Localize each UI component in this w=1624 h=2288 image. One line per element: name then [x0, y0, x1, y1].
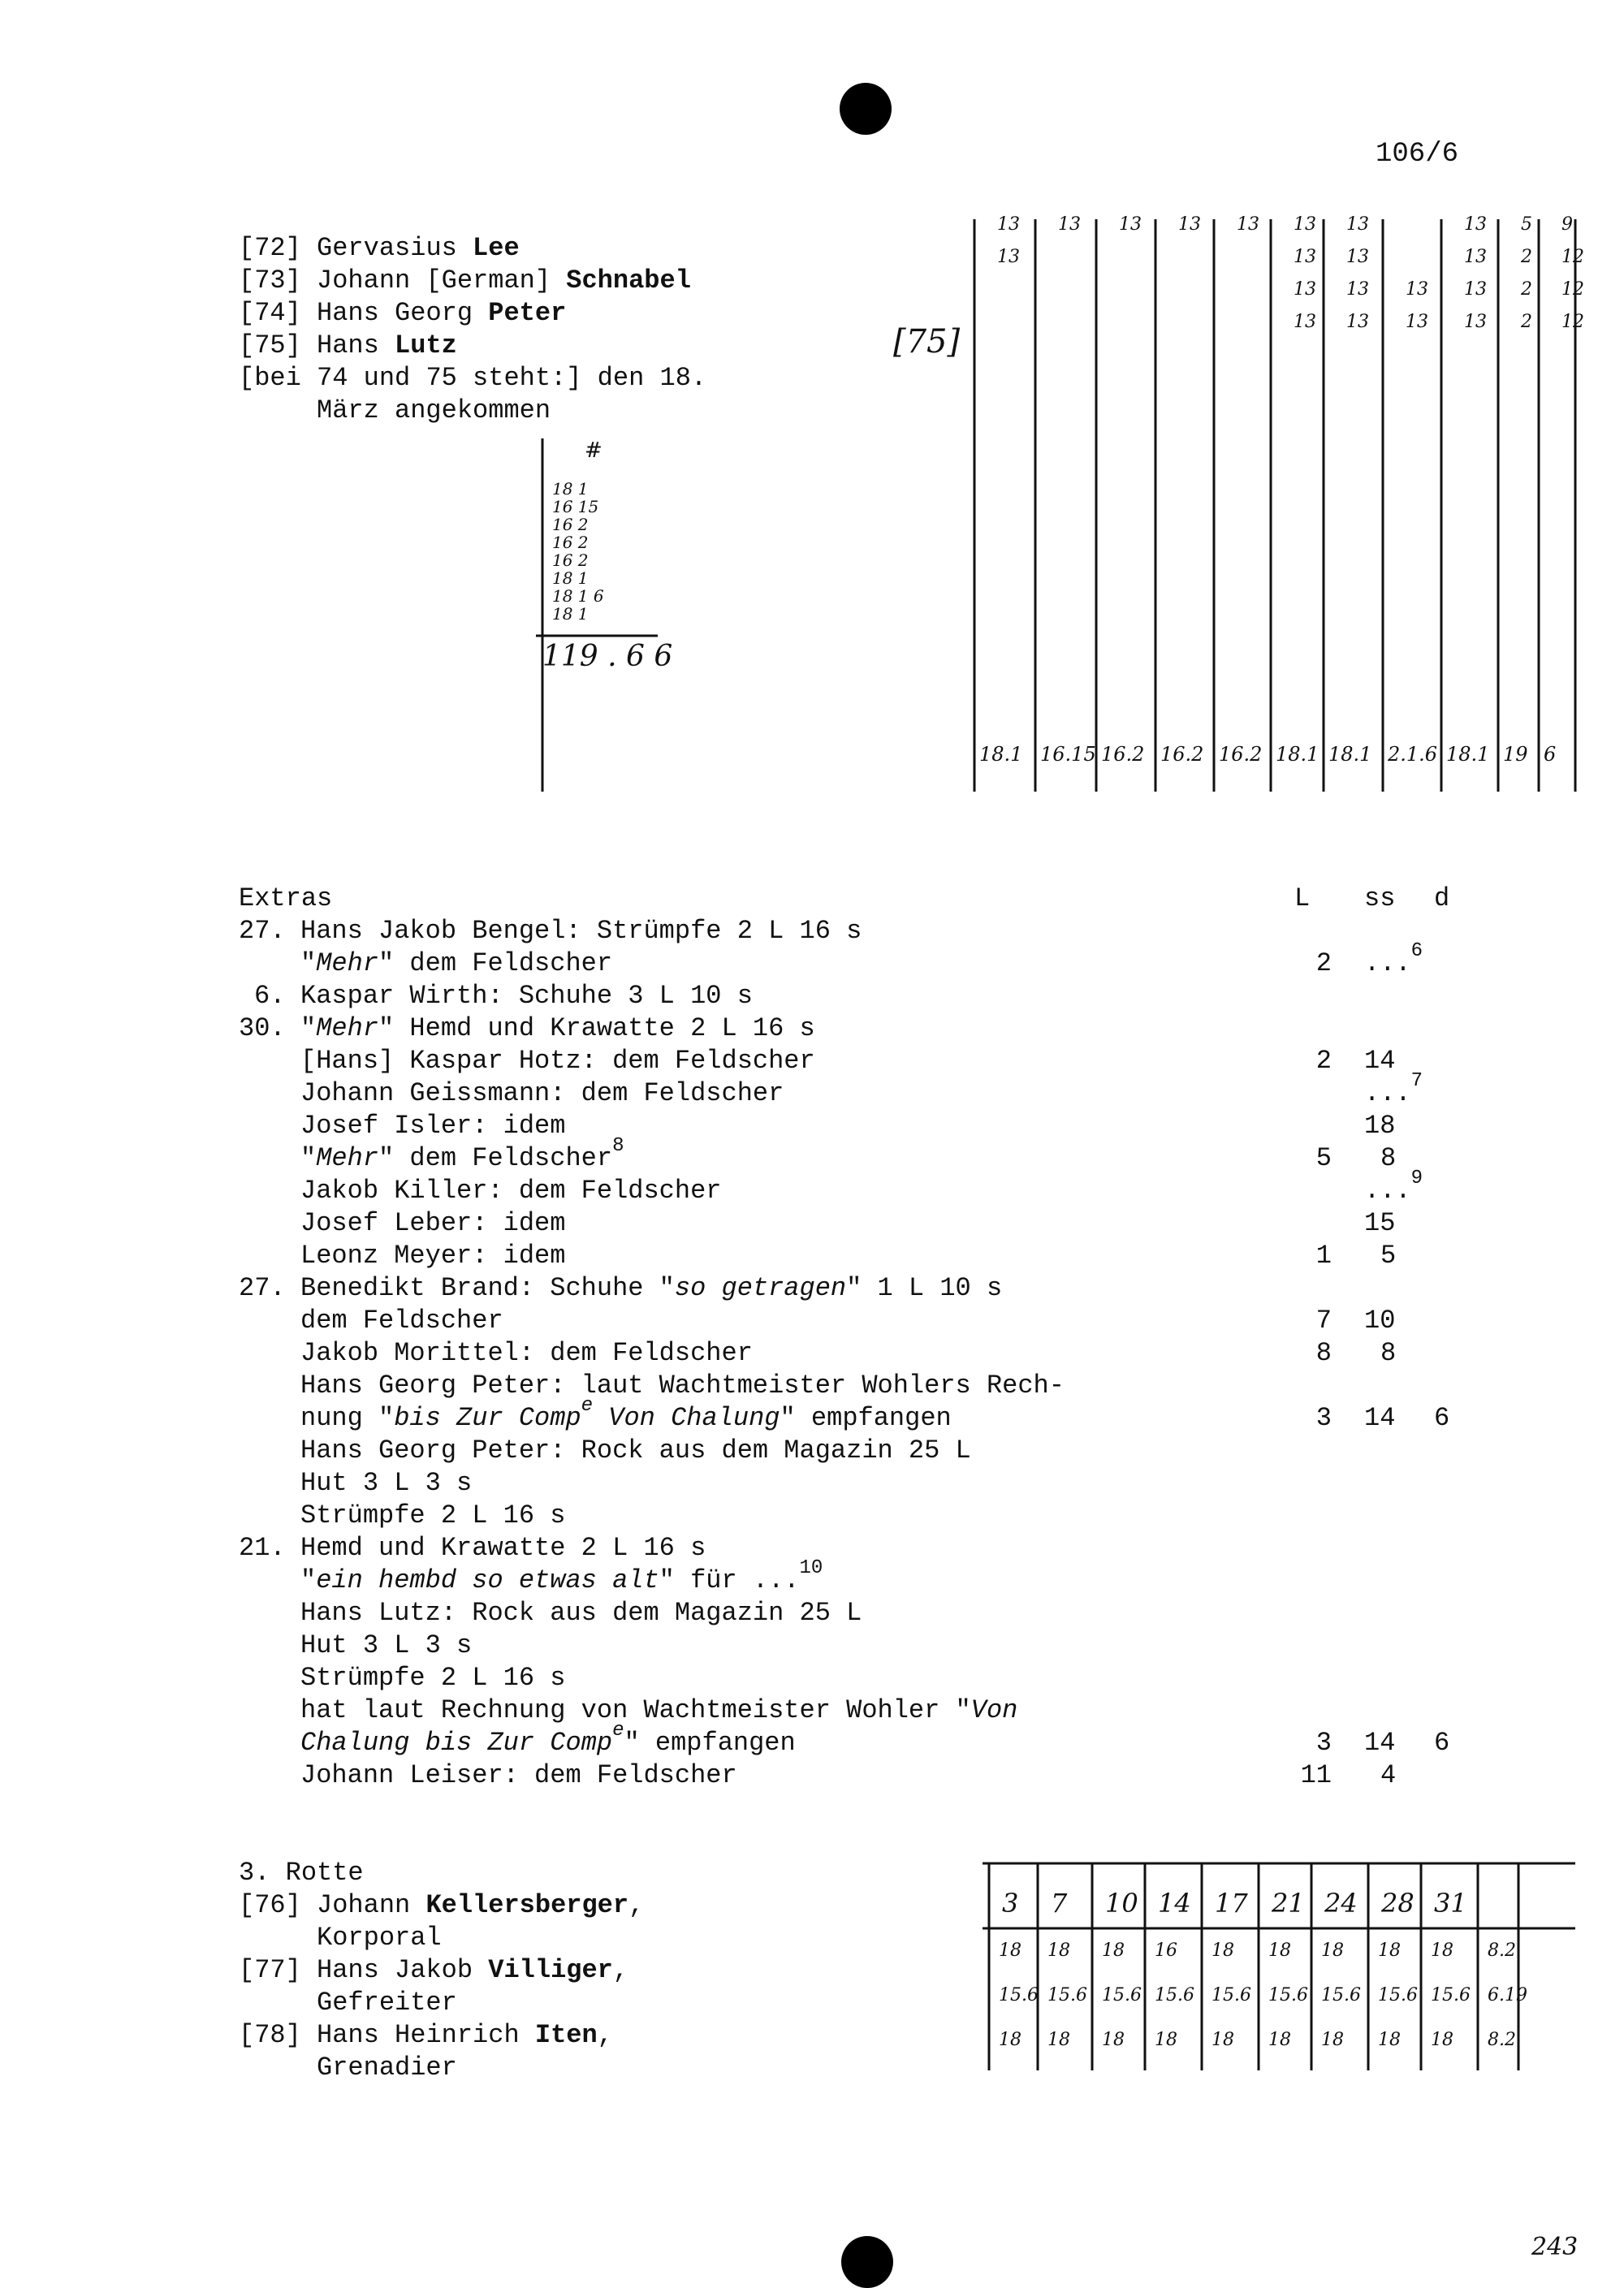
entry-text-plain: Hut 3 L 3 s — [300, 1468, 473, 1498]
amount-ss-value: 8 — [1380, 1338, 1397, 1368]
entry-text-plain: Josef Isler: idem — [300, 1111, 566, 1141]
roster-id: [72] — [239, 233, 301, 263]
amount-l: 1 — [1315, 1241, 1332, 1271]
ledger-side-header: # — [585, 438, 603, 463]
entry-day: 30. — [239, 1013, 286, 1043]
ledger-top-cell: 13 — [1058, 214, 1081, 235]
amount-l: 11 — [1300, 1760, 1332, 1790]
ledger-bottom-cell: 8.2 — [1488, 2030, 1516, 2050]
amount-ss — [1380, 1337, 1396, 1370]
ledger-bottom-cell: 18 — [1268, 2030, 1291, 2050]
entry-text — [300, 1337, 753, 1370]
amount-d: 6 — [1434, 1728, 1450, 1758]
rotte-first-name: Johann — [317, 1890, 426, 1920]
ledger-top-cell: 13 — [1294, 214, 1316, 235]
ledger-bottom-cell: 15.6 — [1378, 1985, 1418, 2005]
ledger-bottom-cell: 15.6 — [999, 1985, 1039, 2005]
entry-text-plain: Hemd und Krawatte 2 L 16 s — [300, 1533, 706, 1563]
ledger-bottom-cell: 6.19 — [1488, 1985, 1527, 2005]
entry-text — [300, 1045, 815, 1077]
ledger-top-cell: 12 — [1561, 312, 1584, 332]
ledger-bottom-cell: 15.6 — [1431, 1985, 1471, 2005]
rotte-members — [239, 1889, 644, 2084]
ledger-top-total: 18.1 — [1446, 743, 1490, 766]
ledger-top-cell: 13 — [1464, 312, 1487, 332]
entry-day: 6. — [254, 981, 286, 1011]
rotte-last-name: Kellersberger — [425, 1890, 629, 1920]
ledger-side-row: 16 2 — [552, 533, 589, 552]
entry-quote: Chalung bis Zur Comp — [300, 1728, 613, 1758]
entry-quote-sup: e — [612, 1720, 624, 1742]
ledger-side-row: 16 2 — [552, 515, 589, 534]
ledger-top-cell: 13 — [1346, 247, 1369, 267]
ledger-side-total: 119 . 6 6 — [542, 640, 673, 673]
amount-ss — [1364, 1045, 1395, 1077]
entry-quote: Mehr — [316, 948, 379, 978]
ledger-side-row: 16 2 — [552, 550, 589, 570]
rotte-last-name: Villiger — [488, 1955, 613, 1985]
amount-ss — [1364, 1070, 1423, 1110]
ledger-bottom-cell: 18 — [1268, 1940, 1291, 1961]
ledger-top-total: 16.15 — [1040, 743, 1096, 766]
ledger-side-row: 18 1 6 — [552, 586, 604, 606]
entry-text-pre: " — [300, 1143, 317, 1173]
amount-ss — [1364, 1207, 1395, 1240]
amount-ss-value: 14 — [1364, 1403, 1396, 1433]
ledger-bottom-cell: 18 — [999, 1940, 1021, 1961]
ledger-top — [970, 203, 1587, 796]
ledger-bottom-date: 14 — [1158, 1888, 1191, 1919]
ledger-bottom-cell: 18 — [1321, 2030, 1344, 2050]
entry-text — [300, 1500, 565, 1532]
amount-l: 7 — [1315, 1306, 1332, 1336]
entry-text-post: " Hemd und Krawatte 2 L 16 s — [378, 1013, 815, 1043]
punch-hole-top — [840, 83, 892, 135]
amount-l: 3 — [1315, 1728, 1332, 1758]
roster-first-name: Hans Georg — [317, 298, 489, 328]
ledger-top-cell: 13 — [1119, 214, 1142, 235]
entry-text — [300, 1720, 796, 1759]
roster-id: [74] — [239, 298, 301, 328]
amount-ss — [1364, 940, 1423, 980]
ledger-bottom-date: 3 — [1002, 1888, 1019, 1919]
ledger-top-cell: 9 — [1561, 214, 1573, 235]
ledger-top-cell: 12 — [1561, 279, 1584, 300]
entry-text — [300, 1135, 624, 1175]
entry-text — [300, 980, 753, 1012]
entry-quote: Von — [970, 1695, 1018, 1725]
ledger-bottom-cell: 18 — [1102, 1940, 1125, 1961]
ledger-bottom-cell: 18 — [1212, 1940, 1234, 1961]
ledger-bottom-cell: 18 — [1102, 2030, 1125, 2050]
ledger-bottom-date: 10 — [1105, 1888, 1138, 1919]
entry-text-plain: Hans Georg Peter: Rock aus dem Magazin 25 L — [300, 1435, 971, 1466]
entry-text-post: " empfangen — [780, 1403, 952, 1433]
entry-text-pre: Benedikt Brand: Schuhe " — [300, 1273, 675, 1303]
entry-text-plain: Hans Jakob Bengel: Strümpfe 2 L 16 s — [300, 916, 862, 946]
ledger-side-row: 18 1 — [552, 568, 589, 588]
entry-text — [300, 1370, 1065, 1402]
entry-day: 27. — [239, 916, 286, 946]
entry-text — [300, 1630, 472, 1662]
amount-d: 6 — [1434, 1403, 1450, 1433]
ledger-top-cell: 13 — [1237, 214, 1259, 235]
ledger-bottom-date: 17 — [1215, 1888, 1248, 1919]
amount-ss — [1364, 1168, 1423, 1207]
roster-entry — [239, 330, 691, 362]
entry-text-post: " 1 L 10 s — [846, 1273, 1003, 1303]
ledger-top-cell: 13 — [1294, 312, 1316, 332]
amount-ss-value: 8 — [1380, 1143, 1397, 1173]
rotte-rank: Korporal — [317, 1923, 442, 1953]
rotte-member: [78] Hans Heinrich Iten, — [239, 2020, 613, 2050]
entry-text-plain: Josef Leber: idem — [300, 1208, 566, 1238]
ledger-bottom-cell: 18 — [1047, 2030, 1070, 2050]
ledger-bottom-cell: 18 — [1321, 1940, 1344, 1961]
entry-day: 21. — [239, 1533, 286, 1563]
ledger-bottom-cell: 18 — [1378, 2030, 1401, 2050]
roster-first-name: Johann [German] — [317, 265, 567, 296]
ledger-top-total: 16.2 — [1160, 743, 1204, 766]
footnote-marker: 6 — [1410, 940, 1423, 963]
entry-text-pre: " — [300, 1565, 317, 1595]
ledger-bottom-cell: 18 — [999, 2030, 1021, 2050]
ledger-bottom-date: 7 — [1051, 1888, 1068, 1919]
entry-text-pre: hat laut Rechnung von Wachtmeister Wohler " — [300, 1695, 971, 1725]
ledger-top-cell: 13 — [1178, 214, 1201, 235]
extras-title: Extras — [239, 883, 333, 913]
ledger-top-total: 2.1.6 — [1388, 743, 1438, 766]
entry-quote: so getragen — [674, 1273, 847, 1303]
entry-day: 27. — [239, 1273, 286, 1303]
entry-text-post: " empfangen — [624, 1728, 796, 1758]
ledger-top-total: 6 — [1544, 743, 1557, 766]
ledger-bottom-cell: 15.6 — [1047, 1985, 1087, 2005]
entry-text-pre: " — [300, 948, 317, 978]
entry-text-plain: Johann Leiser: dem Feldscher — [300, 1760, 737, 1790]
roster-last-name: Lutz — [395, 330, 457, 360]
amount-ss-value: 4 — [1380, 1760, 1397, 1790]
entry-text — [300, 1597, 862, 1630]
ledger-top-cell: 13 — [1406, 279, 1428, 300]
entry-text — [300, 1694, 1017, 1727]
col-header-d: d — [1434, 883, 1450, 913]
entry-text-plain: Strümpfe 2 L 16 s — [300, 1500, 566, 1530]
ledger-top-cell: 13 — [1464, 279, 1487, 300]
ledger-top-cell: 13 — [1464, 214, 1487, 235]
amount-ss-value: 14 — [1364, 1728, 1396, 1758]
entry-quote: Mehr — [316, 1143, 379, 1173]
ledger-top-cell: 13 — [1346, 312, 1369, 332]
ledger-top-cell: 2 — [1521, 279, 1532, 300]
ledger-bottom-cell: 16 — [1155, 1940, 1177, 1961]
rotte-member: [77] Hans Jakob Villiger, — [239, 1955, 629, 1985]
ledger-top-cell: 2 — [1521, 312, 1532, 332]
footnote-marker: 8 — [612, 1135, 624, 1158]
roster-last-name: Lee — [473, 233, 520, 263]
ledger-top-total: 18.1 — [1276, 743, 1320, 766]
ledger-top-cell: 2 — [1521, 247, 1532, 267]
entry-text-pre: nung " — [300, 1403, 395, 1433]
roster-entry — [239, 297, 691, 330]
roster-top — [239, 232, 691, 362]
amount-ss — [1380, 1759, 1396, 1792]
punch-hole-bottom — [841, 2236, 893, 2288]
amount-l: 2 — [1315, 948, 1332, 978]
amount-ss — [1364, 1110, 1395, 1142]
ledger-side-row: 18 1 — [552, 604, 589, 624]
ledger-bottom-date: 28 — [1381, 1888, 1415, 1919]
roster-first-name: Gervasius — [317, 233, 473, 263]
ledger-top-lines — [970, 203, 1587, 796]
entry-text — [300, 1435, 971, 1467]
ledger-top-cell: 13 — [1294, 279, 1316, 300]
rotte-id: [77] — [239, 1955, 301, 1985]
ledger-top-cell: 12 — [1561, 247, 1584, 267]
rotte-title: 3. Rotte — [239, 1858, 364, 1888]
ledger-top-cell: 13 — [1464, 247, 1487, 267]
ledger-bottom-cell: 8.2 — [1488, 1940, 1516, 1961]
amount-ss-value: ... — [1364, 948, 1411, 978]
entry-text-plain: Jakob Killer: dem Feldscher — [300, 1176, 722, 1206]
ledger-top-total: 18.1 — [1328, 743, 1372, 766]
ledger-top-cell: 13 — [1406, 312, 1428, 332]
ledger-top-total: 16.2 — [1101, 743, 1145, 766]
entry-text — [300, 1272, 1002, 1305]
ledger-top-cell: 13 — [1294, 247, 1316, 267]
entry-text-plain: Kaspar Wirth: Schuhe 3 L 10 s — [300, 981, 753, 1011]
bracket-mark: [75] — [893, 323, 961, 360]
amount-ss-value: 10 — [1364, 1306, 1396, 1336]
roster-last-name: Peter — [488, 298, 567, 328]
entry-quote-sup: e — [581, 1395, 594, 1418]
arrival-note-line1: [bei 74 und 75 steht:] den 18. — [239, 363, 707, 393]
entry-text — [300, 1467, 472, 1500]
entry-text-plain: Hut 3 L 3 s — [300, 1630, 473, 1660]
amount-ss — [1380, 1240, 1396, 1272]
ledger-bottom-cell: 15.6 — [1155, 1985, 1194, 2005]
amount-ss-value: ... — [1364, 1078, 1411, 1108]
amount-ss — [1364, 1402, 1395, 1435]
entry-text — [300, 915, 862, 948]
roster-first-name: Hans — [317, 330, 395, 360]
roster-entry — [239, 232, 691, 265]
entry-text — [300, 1395, 952, 1435]
ledger-bottom-cell: 15.6 — [1102, 1985, 1142, 2005]
entry-text — [300, 948, 612, 980]
entry-text — [300, 1662, 565, 1694]
entry-text-pre: " — [300, 1013, 317, 1043]
ledger-side-row: 18 1 — [552, 479, 589, 499]
amount-l: 8 — [1315, 1338, 1332, 1368]
page-number: 106/6 — [1376, 139, 1459, 170]
roster-entry — [239, 265, 691, 297]
col-header-l: L — [1294, 883, 1311, 913]
amount-l: 2 — [1315, 1046, 1332, 1076]
amount-ss — [1364, 1305, 1395, 1337]
amount-ss-value: ... — [1364, 1176, 1411, 1206]
ledger-top-total: 18.1 — [979, 743, 1023, 766]
entry-text — [300, 1110, 565, 1142]
entry-quote-cont: Von Chalung — [593, 1403, 780, 1433]
ledger-side-row: 16 15 — [552, 497, 599, 516]
entry-text-post: " für ... — [659, 1565, 800, 1595]
amount-ss-value: 15 — [1364, 1208, 1396, 1238]
ledger-side — [536, 438, 698, 796]
entry-text-plain: Hans Lutz: Rock aus dem Magazin 25 L — [300, 1598, 862, 1628]
entry-text — [300, 1207, 565, 1240]
ledger-bottom-cell: 15.6 — [1321, 1985, 1361, 2005]
ledger-top-cell: 13 — [997, 214, 1020, 235]
entry-text — [300, 1305, 503, 1337]
ledger-bottom-date: 21 — [1272, 1888, 1305, 1919]
footnote-marker: 7 — [1410, 1070, 1423, 1093]
entry-text-plain: Johann Geissmann: dem Feldscher — [300, 1078, 784, 1108]
ledger-bottom-date: 24 — [1324, 1888, 1358, 1919]
ledger-bottom — [974, 1851, 1592, 2079]
footer-note: 243 — [1531, 2233, 1579, 2261]
amount-ss-value: 18 — [1364, 1111, 1396, 1141]
entry-text — [300, 1557, 823, 1597]
entry-text — [300, 1532, 706, 1565]
ledger-bottom-date: 31 — [1434, 1888, 1467, 1919]
rotte-rank: Grenadier — [317, 2053, 457, 2083]
ledger-bottom-cell: 18 — [1378, 1940, 1401, 1961]
roster-last-name: Schnabel — [566, 265, 691, 296]
entry-text — [300, 1077, 784, 1110]
amount-ss-value: 5 — [1380, 1241, 1397, 1271]
roster-id: [75] — [239, 330, 301, 360]
ledger-top-cell: 13 — [997, 247, 1020, 267]
entry-text-plain: Hans Georg Peter: laut Wachtmeister Wohlers Rech- — [300, 1371, 1065, 1401]
ledger-bottom-cell: 18 — [1155, 2030, 1177, 2050]
rotte-rank: Gefreiter — [317, 1988, 457, 2018]
ledger-bottom-cell: 18 — [1047, 1940, 1070, 1961]
rotte-first-name: Hans Heinrich — [317, 2020, 535, 2050]
entry-text — [300, 1240, 565, 1272]
arrival-note-line2: März angekommen — [317, 395, 551, 425]
amount-ss-value: 14 — [1364, 1046, 1396, 1076]
amount-ss — [1364, 1727, 1395, 1759]
rotte-id: [78] — [239, 2020, 301, 2050]
ledger-bottom-cell: 18 — [1431, 2030, 1453, 2050]
footnote-marker: 9 — [1410, 1168, 1423, 1190]
amount-l: 5 — [1315, 1143, 1332, 1173]
entry-quote: bis Zur Comp — [394, 1403, 581, 1433]
rotte-last-name: Iten — [534, 2020, 598, 2050]
entry-quote: ein hembd so etwas alt — [316, 1565, 659, 1595]
entry-text — [300, 1175, 721, 1207]
ledger-top-cell: 5 — [1521, 214, 1532, 235]
entry-text-plain: Leonz Meyer: idem — [300, 1241, 566, 1271]
ledger-bottom-cell: 18 — [1431, 1940, 1453, 1961]
roster-id: [73] — [239, 265, 301, 296]
entry-text-plain: [Hans] Kaspar Hotz: dem Feldscher — [300, 1046, 815, 1076]
ledger-bottom-cell: 18 — [1212, 2030, 1234, 2050]
ledger-bottom-cell: 15.6 — [1212, 1985, 1251, 2005]
entry-text-plain: Jakob Morittel: dem Feldscher — [300, 1338, 753, 1368]
col-header-ss: ss — [1364, 883, 1396, 913]
entry-quote: Mehr — [316, 1013, 379, 1043]
rotte-member: [76] Johann Kellersberger, — [239, 1890, 645, 1920]
amount-ss — [1380, 1142, 1396, 1175]
entry-text-post: " dem Feldscher — [378, 1143, 613, 1173]
footnote-marker: 10 — [799, 1557, 823, 1580]
ledger-top-total: 16.2 — [1219, 743, 1263, 766]
entry-text-post: " dem Feldscher — [378, 948, 613, 978]
amount-l: 3 — [1315, 1403, 1332, 1433]
entry-text-plain: Strümpfe 2 L 16 s — [300, 1663, 566, 1693]
ledger-top-total: 19 — [1503, 743, 1528, 766]
rotte-first-name: Hans Jakob — [317, 1955, 489, 1985]
entry-text — [300, 1759, 737, 1792]
ledger-top-cell: 13 — [1346, 214, 1369, 235]
ledger-bottom-cell: 15.6 — [1268, 1985, 1308, 2005]
entry-text — [300, 1012, 815, 1045]
ledger-top-cell: 13 — [1346, 279, 1369, 300]
rotte-id: [76] — [239, 1890, 301, 1920]
entry-text-plain: dem Feldscher — [300, 1306, 503, 1336]
